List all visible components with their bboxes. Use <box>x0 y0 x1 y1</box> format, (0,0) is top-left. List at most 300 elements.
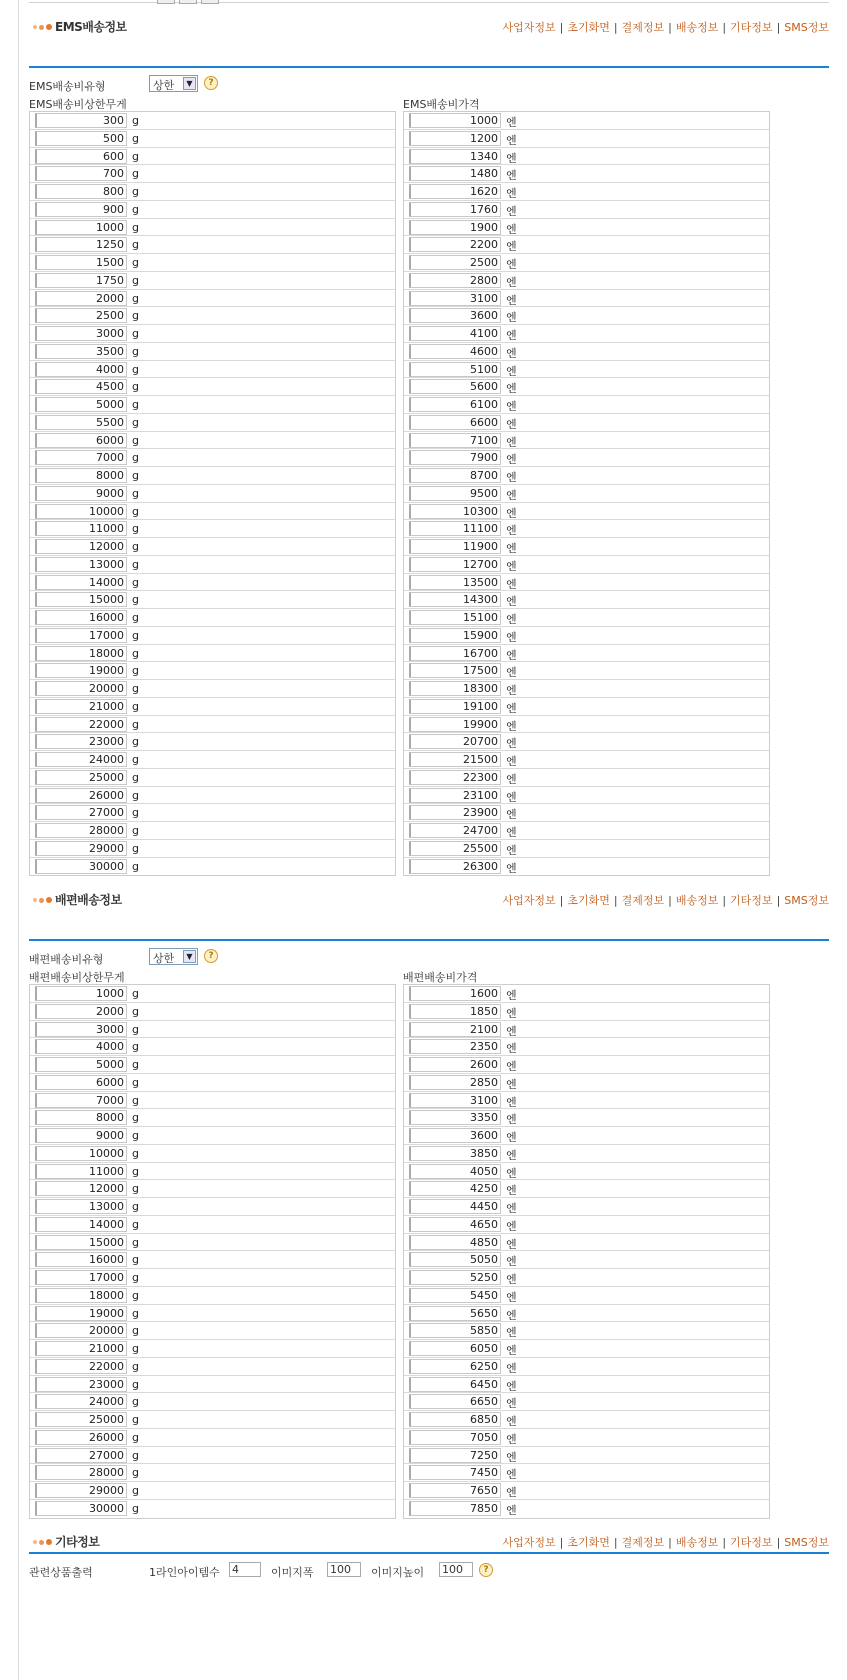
price-unit: 엔 <box>506 1326 517 1340</box>
weight-input[interactable]: 2000 <box>35 291 127 306</box>
price-input[interactable]: 4650 <box>409 1217 501 1232</box>
price-input[interactable]: 6600 <box>409 415 501 430</box>
weight-input[interactable]: 24000 <box>35 752 127 767</box>
price-input[interactable]: 4450 <box>409 1199 501 1214</box>
weight-input[interactable]: 4500 <box>35 379 127 394</box>
nav-link-payment[interactable]: 결제정보 <box>621 21 665 34</box>
weight-unit: g <box>132 628 139 642</box>
price-input[interactable]: 7850 <box>409 1501 501 1516</box>
weight-input[interactable]: 1000 <box>35 986 127 1001</box>
price-input[interactable]: 16700 <box>409 646 501 661</box>
price-input[interactable]: 7250 <box>409 1448 501 1463</box>
post-type-row <box>29 947 829 969</box>
weight-input[interactable]: 6000 <box>35 1075 127 1090</box>
table-row <box>404 787 769 805</box>
price-unit: 엔 <box>506 559 517 573</box>
price-input[interactable]: 2500 <box>409 255 501 270</box>
price-input[interactable]: 1760 <box>409 202 501 217</box>
weight-unit: g <box>132 362 139 376</box>
price-input[interactable]: 5650 <box>409 1306 501 1321</box>
table-row <box>404 254 769 272</box>
price-input[interactable]: 22300 <box>409 770 501 785</box>
weight-input[interactable]: 8000 <box>35 468 127 483</box>
table-row <box>30 840 395 858</box>
price-unit: 엔 <box>506 506 517 520</box>
price-input[interactable]: 5850 <box>409 1323 501 1338</box>
weight-input[interactable]: 17000 <box>35 628 127 643</box>
price-unit: 엔 <box>506 719 517 733</box>
image-height-input[interactable]: 100 <box>439 1562 473 1577</box>
weight-input[interactable]: 5500 <box>35 415 127 430</box>
table-row <box>30 822 395 840</box>
price-input[interactable]: 9500 <box>409 486 501 501</box>
price-input[interactable]: 1200 <box>409 131 501 146</box>
table-row <box>30 361 395 379</box>
table-row <box>404 662 769 680</box>
nav-link-shipping[interactable]: 배송정보 <box>675 894 719 907</box>
price-input[interactable]: 2600 <box>409 1057 501 1072</box>
toolbar-button[interactable] <box>179 0 197 4</box>
table-row <box>30 538 395 556</box>
image-width-input[interactable]: 100 <box>327 1562 361 1577</box>
price-input[interactable]: 19900 <box>409 717 501 732</box>
price-input[interactable]: 1850 <box>409 1004 501 1019</box>
price-unit: 엔 <box>506 1131 517 1144</box>
weight-input[interactable]: 21000 <box>35 699 127 714</box>
price-input[interactable]: 4250 <box>409 1181 501 1196</box>
weight-input[interactable]: 1750 <box>35 273 127 288</box>
weight-unit: g <box>132 504 139 518</box>
weight-input[interactable]: 600 <box>35 149 127 164</box>
price-input[interactable]: 5600 <box>409 379 501 394</box>
price-input[interactable]: 7100 <box>409 433 501 448</box>
weight-input[interactable]: 15000 <box>35 592 127 607</box>
image-height-label: 이미지높이 <box>371 1566 425 1579</box>
price-input[interactable]: 2100 <box>409 1022 501 1037</box>
price-input[interactable]: 14300 <box>409 592 501 607</box>
price-unit: 엔 <box>506 1450 517 1464</box>
weight-input[interactable]: 29000 <box>35 1483 127 1498</box>
price-input[interactable]: 1340 <box>409 149 501 164</box>
price-input[interactable]: 6050 <box>409 1341 501 1356</box>
table-row <box>30 290 395 308</box>
price-input[interactable]: 6450 <box>409 1377 501 1392</box>
section-bullet-icon <box>33 21 55 31</box>
table-row <box>404 307 769 325</box>
price-unit: 엔 <box>506 364 517 378</box>
post-type-select[interactable] <box>149 948 198 965</box>
weight-unit: g <box>132 987 139 1000</box>
chevron-down-icon[interactable]: ▼ <box>183 950 196 963</box>
price-unit: 엔 <box>506 861 517 875</box>
weight-input[interactable]: 25000 <box>35 770 127 785</box>
price-input[interactable]: 24700 <box>409 823 501 838</box>
weight-input[interactable]: 15000 <box>35 1235 127 1250</box>
price-input[interactable]: 13500 <box>409 575 501 590</box>
weight-unit: g <box>132 788 139 802</box>
question-circle-icon[interactable]: ? <box>204 949 218 963</box>
table-row <box>30 272 395 290</box>
weight-unit: g <box>132 699 139 713</box>
table-row <box>404 1216 769 1234</box>
price-input[interactable]: 6250 <box>409 1359 501 1374</box>
weight-input[interactable]: 2500 <box>35 308 127 323</box>
weight-input[interactable]: 22000 <box>35 717 127 732</box>
price-input[interactable]: 1900 <box>409 220 501 235</box>
price-input[interactable]: 2350 <box>409 1039 501 1054</box>
nav-link-payment[interactable]: 결제정보 <box>621 1536 665 1549</box>
price-unit: 엔 <box>506 542 517 555</box>
table-row <box>30 1393 395 1411</box>
table-row <box>404 485 769 503</box>
price-input[interactable]: 1620 <box>409 184 501 199</box>
price-input[interactable]: 5250 <box>409 1270 501 1285</box>
table-row <box>404 414 769 432</box>
nav-link-home[interactable]: 초기화면 <box>567 894 610 907</box>
weight-unit: g <box>132 1466 139 1480</box>
weight-input[interactable]: 25000 <box>35 1412 127 1427</box>
price-unit: 엔 <box>506 826 517 839</box>
price-unit: 엔 <box>506 453 517 467</box>
weight-input[interactable]: 8000 <box>35 1110 127 1125</box>
table-row <box>30 769 395 787</box>
price-input[interactable]: 5450 <box>409 1288 501 1303</box>
weight-input[interactable]: 18000 <box>35 646 127 661</box>
table-row <box>404 1056 769 1074</box>
weight-unit: g <box>132 557 139 571</box>
weight-unit: g <box>132 1146 139 1160</box>
price-input[interactable]: 2800 <box>409 273 501 288</box>
price-unit: 엔 <box>506 1273 517 1286</box>
price-input[interactable]: 7900 <box>409 450 501 465</box>
table-row <box>404 1180 769 1198</box>
weight-input[interactable]: 900 <box>35 202 127 217</box>
weight-input[interactable]: 16000 <box>35 610 127 625</box>
weight-input[interactable]: 300 <box>35 113 127 128</box>
price-input[interactable]: 5100 <box>409 362 501 377</box>
table-row <box>30 1340 395 1358</box>
weight-input[interactable]: 16000 <box>35 1252 127 1267</box>
price-input[interactable]: 6650 <box>409 1394 501 1409</box>
weight-unit: g <box>132 753 139 766</box>
weight-input[interactable]: 3500 <box>35 344 127 359</box>
price-input[interactable]: 2850 <box>409 1075 501 1090</box>
image-width-label: 이미지폭 <box>271 1566 314 1579</box>
table-row <box>404 1464 769 1482</box>
table-row <box>404 201 769 219</box>
weight-input[interactable]: 1250 <box>35 237 127 252</box>
weight-input[interactable]: 23000 <box>35 734 127 749</box>
table-row <box>404 1358 769 1376</box>
post-section-header <box>29 890 829 908</box>
price-input[interactable]: 17500 <box>409 663 501 678</box>
price-input[interactable]: 7650 <box>409 1483 501 1498</box>
price-input[interactable]: 7050 <box>409 1430 501 1445</box>
nav-link-shipping[interactable]: 배송정보 <box>675 1536 719 1549</box>
price-unit: 엔 <box>506 1361 517 1375</box>
post-weight-column <box>29 984 396 1519</box>
table-row <box>30 1464 395 1482</box>
price-input[interactable]: 15900 <box>409 628 501 643</box>
weight-input[interactable]: 4000 <box>35 362 127 377</box>
price-input[interactable]: 19100 <box>409 699 501 714</box>
question-circle-icon[interactable]: ? <box>479 1563 493 1577</box>
price-unit: 엔 <box>506 1468 517 1482</box>
nav-link-etc[interactable]: 기타정보 <box>730 21 773 34</box>
items-per-line-input[interactable]: 4 <box>229 1562 261 1577</box>
weight-input[interactable]: 17000 <box>35 1270 127 1285</box>
weight-input[interactable]: 11000 <box>35 521 127 536</box>
price-input[interactable]: 4850 <box>409 1235 501 1250</box>
table-row <box>30 733 395 751</box>
weight-unit: g <box>132 327 139 340</box>
price-input[interactable]: 4600 <box>409 344 501 359</box>
weight-input[interactable]: 3000 <box>35 326 127 341</box>
weight-input[interactable]: 21000 <box>35 1341 127 1356</box>
price-input[interactable]: 15100 <box>409 610 501 625</box>
nav-link-home[interactable]: 초기화면 <box>567 21 610 34</box>
weight-unit: g <box>132 1164 139 1178</box>
table-row <box>30 1003 395 1021</box>
nav-link-etc[interactable]: 기타정보 <box>730 894 773 907</box>
table-row <box>404 1500 769 1518</box>
weight-input[interactable]: 800 <box>35 184 127 199</box>
weight-input[interactable]: 5000 <box>35 1057 127 1072</box>
price-unit: 엔 <box>506 595 517 609</box>
price-input[interactable]: 3600 <box>409 308 501 323</box>
price-input[interactable]: 1600 <box>409 986 501 1001</box>
nav-link-business[interactable]: 사업자정보 <box>502 894 556 907</box>
weight-unit: g <box>132 380 139 394</box>
weight-unit: g <box>132 220 139 234</box>
price-unit: 엔 <box>506 1184 517 1198</box>
weight-input[interactable]: 500 <box>35 131 127 146</box>
table-row <box>30 662 395 680</box>
price-input[interactable]: 3100 <box>409 1093 501 1108</box>
table-row <box>404 1305 769 1323</box>
weight-unit: g <box>132 1004 139 1018</box>
weight-input[interactable]: 24000 <box>35 1394 127 1409</box>
question-circle-icon[interactable]: ? <box>204 76 218 90</box>
weight-unit: g <box>132 1342 139 1355</box>
nav-link-sms[interactable]: SMS정보 <box>784 894 829 907</box>
table-row <box>30 1216 395 1234</box>
table-row <box>30 378 395 396</box>
post-price-header: 배편배송비가격 <box>403 971 478 984</box>
weight-unit: g <box>132 256 139 269</box>
weight-input[interactable]: 11000 <box>35 1164 127 1179</box>
weight-input[interactable]: 30000 <box>35 859 127 874</box>
table-row <box>30 1251 395 1269</box>
table-row <box>30 1127 395 1145</box>
weight-input[interactable]: 6000 <box>35 433 127 448</box>
table-row <box>404 219 769 237</box>
table-row <box>404 503 769 521</box>
weight-input[interactable]: 12000 <box>35 539 127 554</box>
price-input[interactable]: 2200 <box>409 237 501 252</box>
weight-unit: g <box>132 717 139 731</box>
price-input[interactable]: 23100 <box>409 788 501 803</box>
price-unit: 엔 <box>506 382 517 396</box>
price-unit: 엔 <box>506 1006 517 1020</box>
price-input[interactable]: 7450 <box>409 1465 501 1480</box>
weight-input[interactable]: 19000 <box>35 663 127 678</box>
price-input[interactable]: 5050 <box>409 1252 501 1267</box>
weight-input[interactable]: 14000 <box>35 575 127 590</box>
weight-input[interactable]: 19000 <box>35 1306 127 1321</box>
table-row <box>404 645 769 663</box>
table-row <box>30 467 395 485</box>
table-row <box>404 733 769 751</box>
nav-link-sms[interactable]: SMS정보 <box>784 21 829 34</box>
nav-link-payment[interactable]: 결제정보 <box>621 894 665 907</box>
weight-input[interactable]: 4000 <box>35 1039 127 1054</box>
post-type-value: 상한 <box>153 952 175 965</box>
weight-input[interactable]: 18000 <box>35 1288 127 1303</box>
weight-input[interactable]: 14000 <box>35 1217 127 1232</box>
table-row <box>404 396 769 414</box>
price-input[interactable]: 8700 <box>409 468 501 483</box>
price-input[interactable]: 20700 <box>409 734 501 749</box>
table-row <box>404 858 769 876</box>
table-row <box>30 1429 395 1447</box>
price-input[interactable]: 11100 <box>409 521 501 536</box>
price-input[interactable]: 10300 <box>409 504 501 519</box>
price-input[interactable]: 3100 <box>409 291 501 306</box>
ems-type-value: 상한 <box>153 79 175 92</box>
price-unit: 엔 <box>506 808 517 822</box>
table-row <box>30 985 395 1003</box>
table-row <box>30 1411 395 1429</box>
table-row <box>30 219 395 237</box>
table-row <box>30 1180 395 1198</box>
weight-input[interactable]: 23000 <box>35 1377 127 1392</box>
table-row <box>30 1322 395 1340</box>
weight-input[interactable]: 7000 <box>35 450 127 465</box>
nav-link-etc[interactable]: 기타정보 <box>730 1536 773 1549</box>
table-row <box>30 1109 395 1127</box>
weight-input[interactable]: 700 <box>35 166 127 181</box>
price-input[interactable]: 12700 <box>409 557 501 572</box>
weight-unit: g <box>132 185 139 198</box>
weight-unit: g <box>132 114 139 127</box>
table-row <box>404 148 769 166</box>
price-unit: 엔 <box>506 701 517 715</box>
table-row <box>30 627 395 645</box>
weight-input[interactable]: 13000 <box>35 1199 127 1214</box>
price-input[interactable]: 21500 <box>409 752 501 767</box>
table-row <box>30 1145 395 1163</box>
ems-type-select[interactable] <box>149 75 198 92</box>
price-input[interactable]: 3850 <box>409 1146 501 1161</box>
weight-input[interactable]: 5000 <box>35 397 127 412</box>
weight-input[interactable]: 9000 <box>35 486 127 501</box>
price-input[interactable]: 4100 <box>409 326 501 341</box>
weight-input[interactable]: 13000 <box>35 557 127 572</box>
price-input[interactable]: 1000 <box>409 113 501 128</box>
price-input[interactable]: 3600 <box>409 1128 501 1143</box>
chevron-down-icon[interactable]: ▼ <box>183 77 196 90</box>
weight-input[interactable]: 29000 <box>35 841 127 856</box>
weight-input[interactable]: 22000 <box>35 1359 127 1374</box>
table-row <box>404 1411 769 1429</box>
price-unit: 엔 <box>506 471 517 484</box>
price-input[interactable]: 1480 <box>409 166 501 181</box>
post-weight-header: 배편배송비상한무게 <box>29 971 125 984</box>
price-unit: 엔 <box>506 240 517 254</box>
weight-input[interactable]: 20000 <box>35 681 127 696</box>
table-row <box>30 858 395 876</box>
price-input[interactable]: 11900 <box>409 539 501 554</box>
nav-link-business[interactable]: 사업자정보 <box>502 21 556 34</box>
nav-link-business[interactable]: 사업자정보 <box>502 1536 556 1549</box>
price-input[interactable]: 18300 <box>409 681 501 696</box>
weight-unit: g <box>132 1058 139 1071</box>
weight-input[interactable]: 27000 <box>35 1448 127 1463</box>
weight-input[interactable]: 2000 <box>35 1004 127 1019</box>
weight-input[interactable]: 28000 <box>35 823 127 838</box>
weight-input[interactable]: 20000 <box>35 1323 127 1338</box>
weight-unit: g <box>132 1200 139 1213</box>
weight-unit: g <box>132 1377 139 1391</box>
table-row <box>30 645 395 663</box>
weight-unit: g <box>132 1111 139 1125</box>
ems-section-title: EMS배송정보 <box>55 20 127 34</box>
weight-input[interactable]: 10000 <box>35 1146 127 1161</box>
weight-input[interactable]: 3000 <box>35 1022 127 1037</box>
weight-input[interactable]: 9000 <box>35 1128 127 1143</box>
weight-input[interactable]: 1500 <box>35 255 127 270</box>
price-input[interactable]: 6100 <box>409 397 501 412</box>
price-input[interactable]: 4050 <box>409 1164 501 1179</box>
ems-weight-column <box>29 111 396 876</box>
weight-input[interactable]: 10000 <box>35 504 127 519</box>
weight-input[interactable]: 27000 <box>35 805 127 820</box>
price-unit: 엔 <box>506 1202 517 1215</box>
table-row <box>30 414 395 432</box>
price-input[interactable]: 23900 <box>409 805 501 820</box>
table-row <box>404 183 769 201</box>
weight-input[interactable]: 12000 <box>35 1181 127 1196</box>
weight-input[interactable]: 28000 <box>35 1465 127 1480</box>
toolbar-button[interactable] <box>157 0 175 4</box>
price-unit: 엔 <box>506 1237 517 1251</box>
nav-link-shipping[interactable]: 배송정보 <box>675 21 719 34</box>
weight-input[interactable]: 30000 <box>35 1501 127 1516</box>
weight-unit: g <box>132 1075 139 1089</box>
table-row <box>404 538 769 556</box>
toolbar-button[interactable] <box>201 0 219 4</box>
weight-input[interactable]: 7000 <box>35 1093 127 1108</box>
price-input[interactable]: 6850 <box>409 1412 501 1427</box>
weight-unit: g <box>132 1395 139 1409</box>
price-unit: 엔 <box>506 1308 517 1322</box>
table-row <box>30 1500 395 1518</box>
price-unit: 엔 <box>506 1219 517 1233</box>
weight-input[interactable]: 26000 <box>35 1430 127 1445</box>
weight-input[interactable]: 1000 <box>35 220 127 235</box>
weight-input[interactable]: 26000 <box>35 788 127 803</box>
nav-link-sms[interactable]: SMS정보 <box>784 1536 829 1549</box>
weight-unit: g <box>132 131 139 145</box>
table-row <box>30 183 395 201</box>
table-row <box>30 1305 395 1323</box>
price-input[interactable]: 25500 <box>409 841 501 856</box>
price-input[interactable]: 3350 <box>409 1110 501 1125</box>
price-input[interactable]: 26300 <box>409 859 501 874</box>
nav-link-home[interactable]: 초기화면 <box>567 1536 610 1549</box>
section-nav-links: 사업자정보 | 초기화면 | 결제정보 | 배송정보 | 기타정보 | SMS정보 <box>502 894 829 907</box>
